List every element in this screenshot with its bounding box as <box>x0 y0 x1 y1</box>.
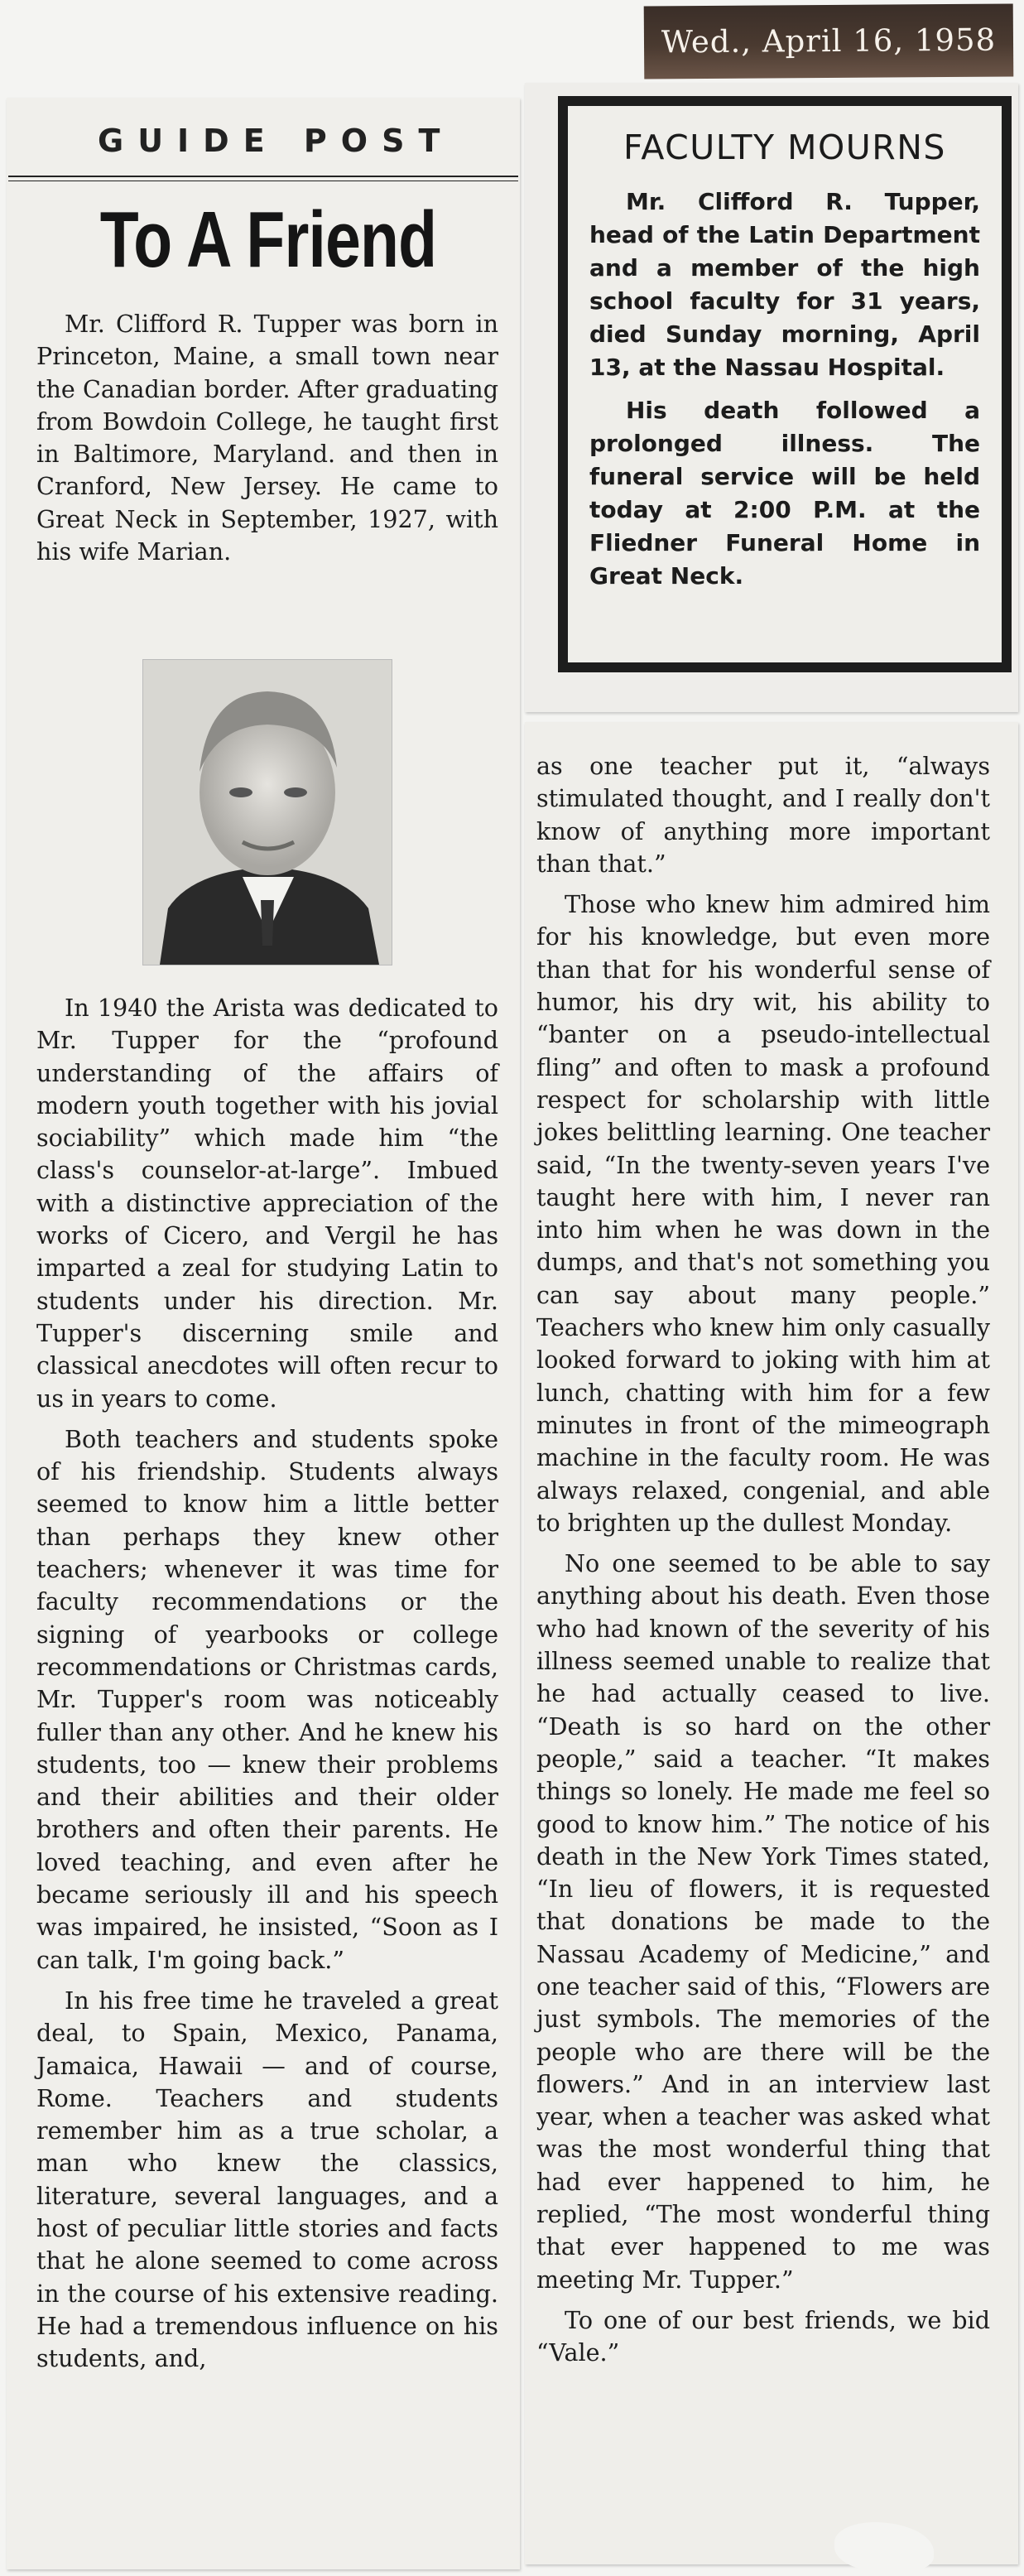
left-column-top <box>36 308 498 568</box>
article-paragraph: No one seemed to be able to say anything about his death. Even those who had known of the severity of his illness seemed unable to realize that he had actually ceased to live. “Death is so hard on the other people,” said a teacher. “It makes things so lonely. He made me feel so good to know him.” The notice of his death in the New York Times stated, “In lieu of flowers, it is requested that donations be made to the Nassau Academy of Medicine,” and one teacher said of this, “Flowers are just symbols. The memories of the people who are there will be the flowers.” And in an interview last year, when a teacher was asked what was the most wonderful thing that had ever happened to him, he replied, “The most wonderful thing that ever happened to me was meeting Mr. Tupper.” <box>536 1549 990 2294</box>
date-stamp: Wed., April 16, 1958 <box>644 3 1014 79</box>
notice-paragraph: Mr. Clifford R. Tupper, head of the Latin Department and a member of the high school faculty for 31 years, died Sunday morning, April 13, at the Nassau Hospital. <box>589 188 980 381</box>
article-paragraph: In 1940 the Arista was dedicated to Mr. Tupper for the “profound understanding of the affairs of modern youth together with his jovial sociability” which made him “the class's counselor-at-large”. Imbued with a distinctive appreciation of the works of Cicero, and Vergil he has imparted a zeal for studying Latin to students under his direction. Mr. Tupper's discerning smile and classical anecdotes will often recur to us in years to come. <box>36 994 498 1413</box>
faculty-mourns-title: FACULTY MOURNS <box>623 128 946 167</box>
faculty-mourns-box <box>558 96 1012 672</box>
faculty-mourns-text <box>589 185 980 593</box>
article-paragraph: as one teacher put it, “always stimulated thought, and I really don't know of anything more important than that.” <box>536 752 990 878</box>
headline: To A Friend <box>99 195 437 284</box>
notice-paragraph: His death followed a prolonged illness. The funeral service will be held today at 2:00 P.M. at the Fliedner Funeral Home in Great Neck. <box>589 397 980 590</box>
article-paragraph: Those who knew him admired him for his knowledge, but even more than that for his wonderful sense of humor, his dry wit, his ability to “banter on a pseudo-intellectual fling” and often to mask a profound respect for scholarship with little jokes belittling learning. One teacher said, “In the twenty-seven years I've taught here with him, I never ran into him when he was down in the dumps, and that's not something you can say about many people.” Teachers who knew him only casually looked forward to joking with him at lunch, chatting with him for a few minutes in front of the mimeograph machine in the faculty room. He was always relaxed, congenial, and able to brighten up the dullest Monday. <box>536 890 990 1537</box>
column-header: GUIDE POST <box>98 123 454 159</box>
article-paragraph: Mr. Clifford R. Tupper was born in Princeton, Maine, a small town near the Canadian border. After graduating from Bowdoin College, he taught first in Baltimore, Maryland. and then in Cranford, New Jersey. He came to Great Neck in September, 1927, with his wife Marian. <box>36 310 498 566</box>
article-paragraph: In his free time he traveled a great deal, to Spain, Mexico, Panama, Jamaica, Hawaii — and of course, Rome. Teachers and students remember him as a true scholar, a man who knew the classics, literature, several languages, and a host of peculiar little stories and facts that he alone seemed to come across in the course of his extensive reading. He had a tremendous influence on his students, and, <box>36 1986 498 2373</box>
left-column-bottom <box>36 992 498 2375</box>
faculty-mourns-inner <box>568 106 1002 662</box>
article-paragraph: To one of our best friends, we bid “Vale.” <box>536 2305 990 2367</box>
article-paragraph: Both teachers and students spoke of his friendship. Students always seemed to know him a little better than perhaps they knew other teachers; whenever it was time for faculty recommendations or the signing of yearbooks or college recommendations or Christmas cards, Mr. Tupper's room was noticeably fuller than any other. And he knew his students, too — knew their problems and their abilities and their older brothers and often their parents. He loved teaching, and even after he became seriously ill and his speech was impaired, he insisted, “Soon as I can talk, I'm going back.” <box>36 1424 498 1974</box>
header-rule-top <box>8 176 518 177</box>
right-column <box>536 750 990 2370</box>
portrait-photo <box>142 659 392 965</box>
